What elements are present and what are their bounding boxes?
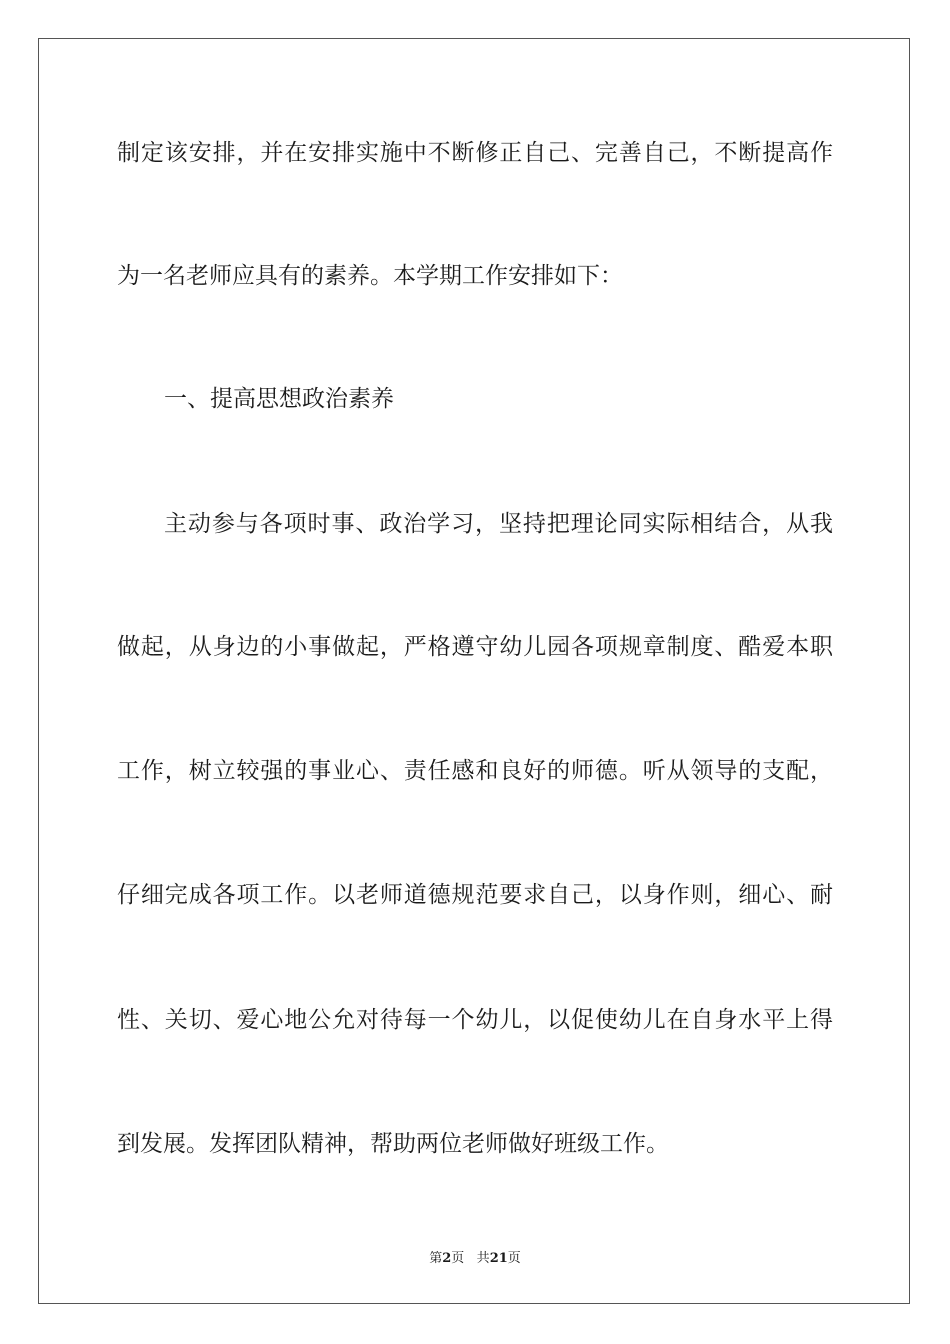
page-footer bbox=[0, 1247, 950, 1266]
page-border bbox=[38, 38, 910, 1304]
page-number: 2 bbox=[442, 1251, 452, 1266]
body-line-2: 为一名老师应具有的素养。本学期工作安排如下： bbox=[117, 263, 623, 289]
body-line-8: 到发展。发挥团队精神，帮助两位老师做好班级工作。 bbox=[117, 1131, 669, 1157]
total-suffix: 页 bbox=[507, 1251, 521, 1266]
body-line-6: 仔细完成各项工作。以老师道德规范要求自己，以身作则，细心、耐 bbox=[117, 882, 833, 908]
body-line-7: 性、关切、爱心地公允对待每一个幼儿，以促使幼儿在自身水平上得 bbox=[117, 1007, 833, 1033]
page-prefix: 第 bbox=[429, 1251, 443, 1266]
section-heading: 一、提高思想政治素养 bbox=[164, 386, 394, 412]
body-line-3: 主动参与各项时事、政治学习，坚持把理论同实际相结合，从我 bbox=[164, 511, 833, 537]
total-pages: 21 bbox=[489, 1251, 508, 1266]
page-suffix: 页 bbox=[451, 1251, 465, 1266]
body-line-1: 制定该安排，并在安排实施中不断修正自己、完善自己，不断提高作 bbox=[117, 140, 833, 166]
body-line-4: 做起，从身边的小事做起，严格遵守幼儿园各项规章制度、酷爱本职 bbox=[117, 634, 833, 660]
body-line-5: 工作，树立较强的事业心、责任感和良好的师德。听从领导的支配， bbox=[117, 758, 833, 784]
total-prefix: 共 bbox=[476, 1251, 490, 1266]
